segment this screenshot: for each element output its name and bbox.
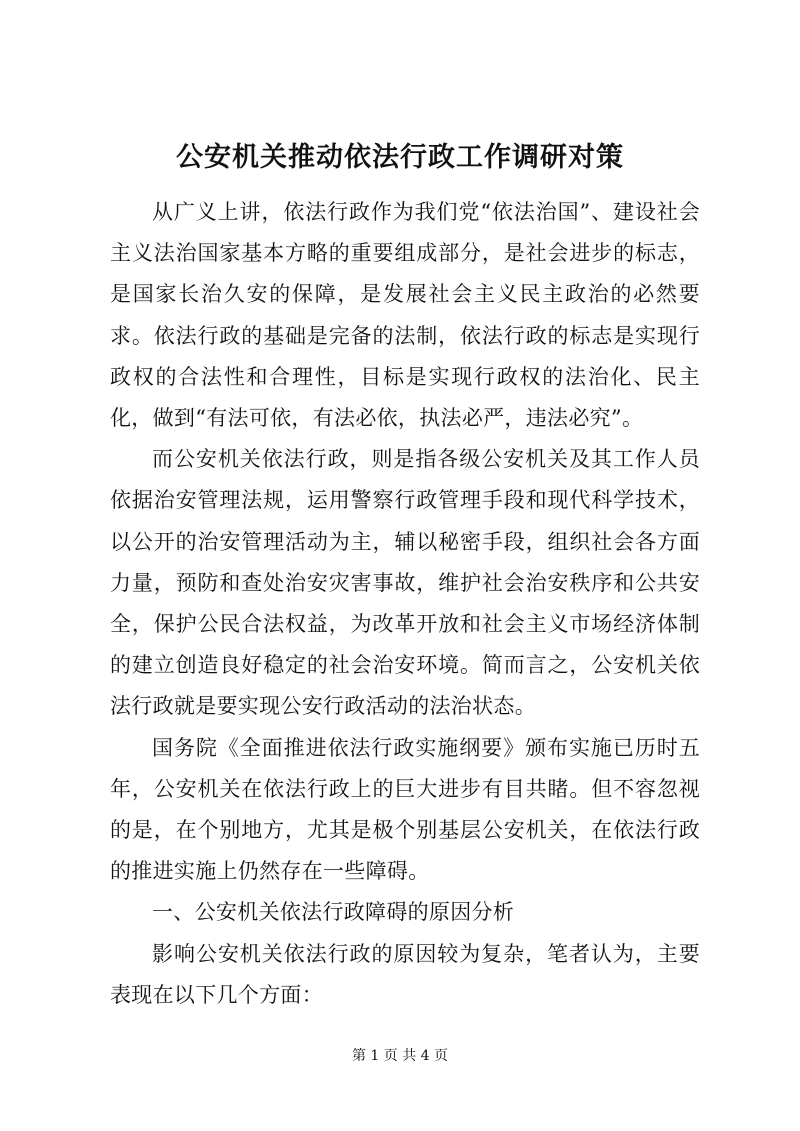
section-heading-1: 一、公安机关依法行政障碍的原因分析 [152, 900, 515, 925]
paragraph-3: 国务院《全面推进依法行政实施纲要》颁布实施已历时五年，公安机关在依法行政上的巨大进步有目共睹。但不容忽视的是，在个别地方，尤其是极个别基层公安机关，在依法行政的推进实施上仍然存在一些障碍。 [110, 735, 700, 884]
paragraph-2: 而公安机关依法行政，则是指各级公安机关及其工作人员依据治安管理法规，运用警察行政管理手段和现代科学技术，以公开的治安管理活动为主，辅以秘密手段，组织社会各方面力量，预防和查处治安灾害事故，维护社会治安秩序和公共安全，保护公民合法权益，为改革开放和社会主义市场经济体制的建立创造良好稳定的社会治安环境。简而言之，公安机关依法行政就是要实现公安行政活动的法治状态。 [110, 447, 700, 719]
paragraph-1: 从广义上讲，依法行政作为我们党“依法治国”、建设社会主义法治国家基本方略的重要组成部分，是社会进步的标志，是国家长治久安的保障，是发展社会主义民主政治的必然要求。依法行政的基础是完备的法制，依法行政的标志是实现行政权的合法性和合理性，目标是实现行政权的法治化、民主化，做到“有法可依，有法必依，执法必严，违法必究”。 [110, 200, 700, 431]
document-title: 公安机关推动依法行政工作调研对策 [176, 142, 624, 173]
paragraph-4: 影响公安机关依法行政的原因较为复杂，笔者认为，主要表现在以下几个方面： [110, 941, 700, 1007]
page-footer: 第 1 页 共 4 页 [351, 1048, 449, 1064]
document-body [110, 192, 700, 1016]
